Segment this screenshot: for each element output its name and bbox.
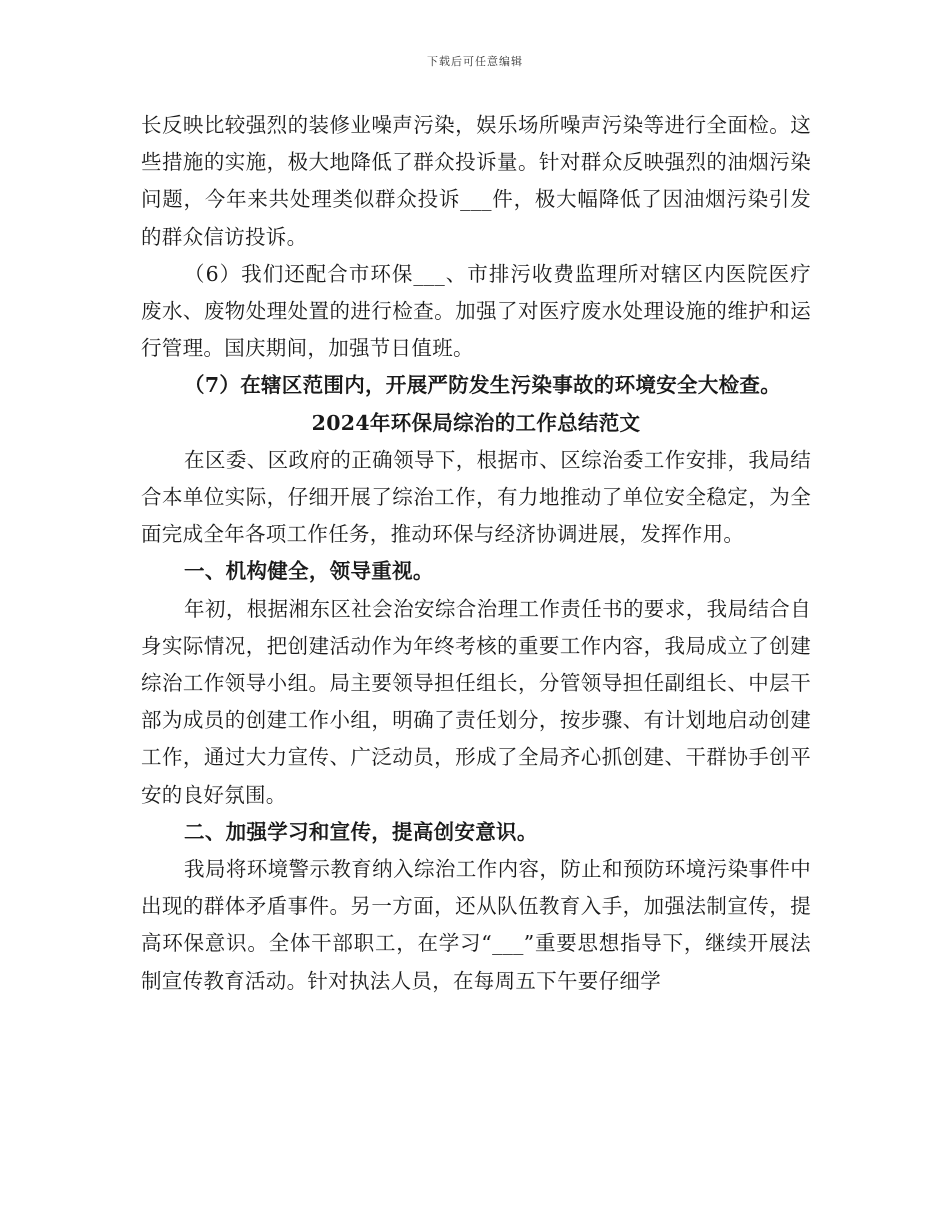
section-body-organization: 年初，根据湘东区社会治安综合治理工作责任书的要求，我局结合自身实际情况，把创建活动作为年终考核的重要工作内容，我局成立了创建综治工作领导小组。局主要领导担任组长，分管领导担任副组长、中层干部为成员的创建工作小组，明确了责任划分，按步骤、有计划地启动创建工作，通过大力宣传、广泛动员，形成了全局齐心抓创建、干群协手创平安的良好氛围。 xyxy=(141,596,811,807)
paragraph-medical-waste: （6）我们还配合市环保___、市排污收费监理所对辖区内医院医疗废水、废物处理处置的进行检查。加强了对医疗废水处理设施的维护和运行管理。国庆期间，加强节日值班。 xyxy=(141,261,811,361)
section-body-study-publicity: 我局将环境警示教育纳入综治工作内容，防止和预防环境污染事件中出现的群体矛盾事件。另一方面，还从队伍教育入手，加强法制宣传，提高环保意识。全体干部职工，在学习“___”重要思想指导下，继续开展法制宣传教育活动。针对执法人员，在每周五下午要仔细学 xyxy=(141,857,811,993)
article-intro: 在区委、区政府的正确领导下，根据市、区综治委工作安排，我局结合本单位实际，仔细开展了综治工作，有力地推动了单位安全稳定，为全面完成全年各项工作任务，推动环保与经济协调进展，发挥作用。 xyxy=(141,447,811,547)
page-header-note: 下载后可任意编辑 xyxy=(427,55,523,68)
article-title: 2024年环保局综治的工作总结范文 xyxy=(311,410,641,435)
section-heading-organization: 一、机构健全，领导重视。 xyxy=(184,559,434,584)
section-heading-study-publicity: 二、加强学习和宣传，提高创安意识。 xyxy=(184,819,538,844)
document-body xyxy=(141,107,811,1000)
paragraph-safety-inspection: （7）在辖区范围内，开展严防发生污染事故的环境安全大检查。 xyxy=(184,373,782,398)
paragraph-noise-complaints: 长反映比较强烈的装修业噪声污染，娱乐场所噪声污染等进行全面检。这些措施的实施，极大地降低了群众投诉量。针对群众反映强烈的油烟污染问题，今年来共处理类似群众投诉___件，极大幅降低了因油烟污染引发的群众信访投诉。 xyxy=(141,113,811,249)
